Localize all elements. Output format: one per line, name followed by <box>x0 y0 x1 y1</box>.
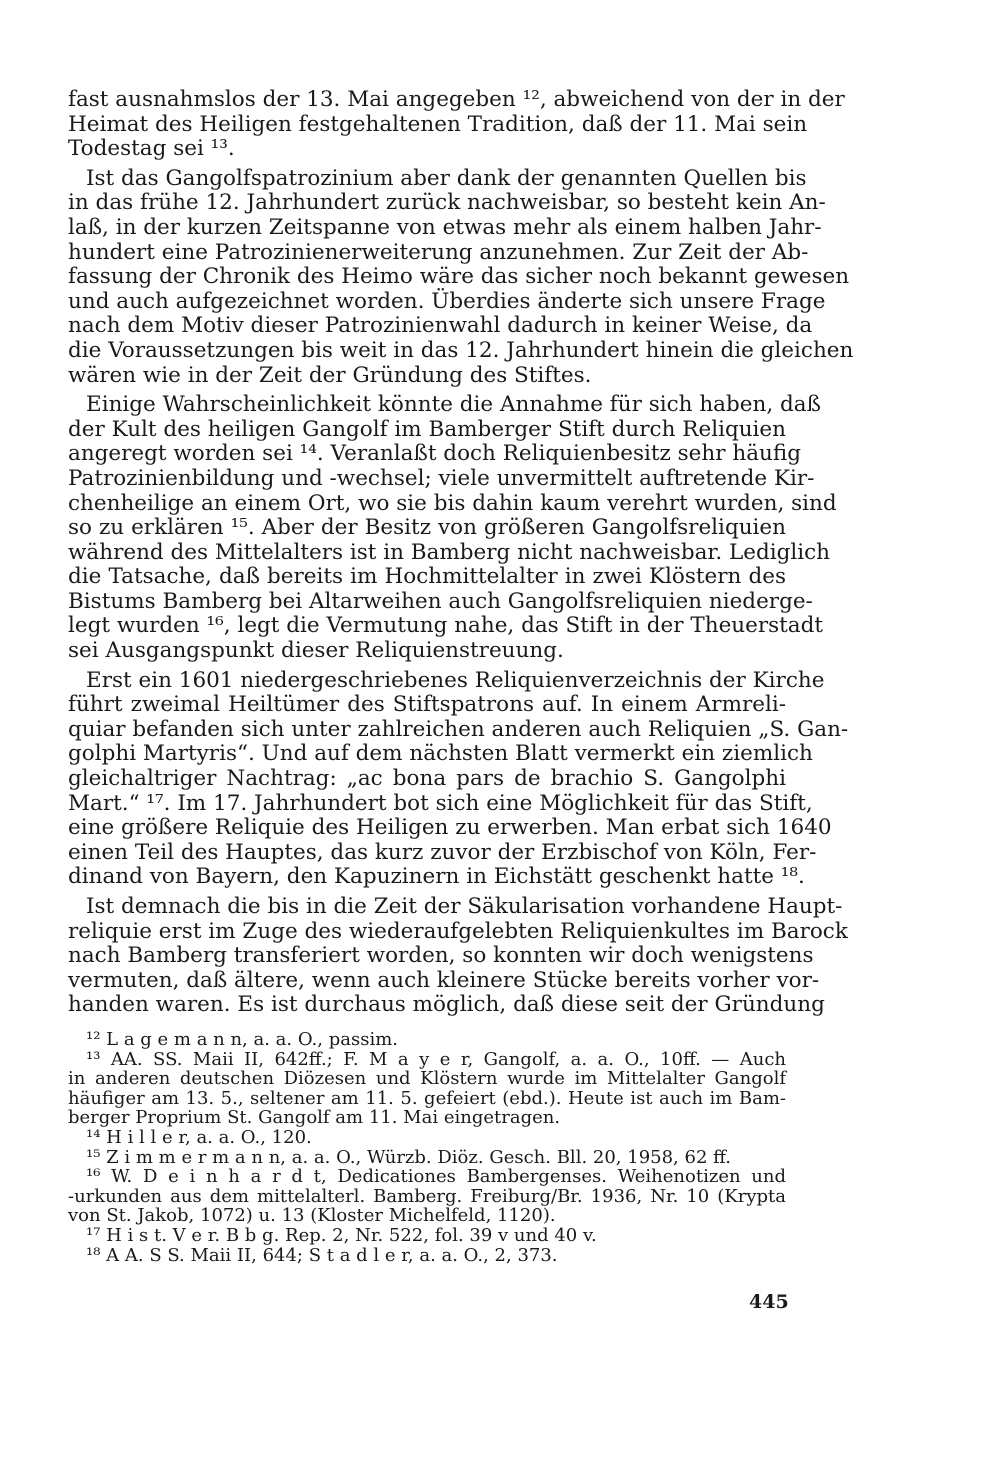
text-line: gleichaltriger Nachtrag: „ac bona pars de brachio S. Gangolphi <box>68 766 786 792</box>
text-line: handen waren. Es ist durchaus möglich, daß diese seit der Gründung <box>68 992 825 1018</box>
page-number: 445 <box>749 1291 789 1313</box>
text-line: nach Bamberg transferiert worden, so konnten wir doch wenigstens <box>68 943 814 969</box>
text-line: chenheilige an einem Ort, wo sie bis dahin kaum verehrt wurden, sind <box>68 490 837 516</box>
footnote-line: häufiger am 13. 5., seltener am 11. 5. gefeiert (ebd.). Heute ist auch im Bam- <box>68 1087 786 1109</box>
text-line: fast ausnahmslos der 13. Mai angegeben ¹², abweichend von der in der <box>68 87 845 112</box>
text-line: führt zweimal Heiltümer des Stiftspatrons auf. In einem Armreli- <box>68 692 786 718</box>
text-line: Heimat des Heiligen festgehaltenen Tradition, daß der 11. Mai sein <box>68 111 808 137</box>
footnote-line: -urkunden aus dem mittelalterl. Bamberg. Freiburg/Br. 1936, Nr. 10 (Krypta <box>68 1185 786 1207</box>
text-line: dinand von Bayern, den Kapuzinern in Eichstätt geschenkt hatte ¹⁸. <box>68 864 805 890</box>
text-line: die Voraussetzungen bis weit in das 12. Jahrhundert hinein die gleichen <box>68 337 854 363</box>
text-line: reliquie erst im Zuge des wiederaufgelebten Reliquienkultes im Barock <box>68 918 848 944</box>
text-line: Erst ein 1601 niedergeschriebenes Reliquienverzeichnis der Kirche <box>86 667 825 693</box>
text-line: hundert eine Patrozinienerweiterung anzunehmen. Zur Zeit der Ab- <box>68 239 809 265</box>
text-line: Ist das Gangolfspatrozinium aber dank der genannten Quellen bis <box>86 165 807 191</box>
text-line: quiar befanden sich unter zahlreichen anderen auch Reliquien „S. Gan- <box>68 716 849 742</box>
text-line: wären wie in der Zeit der Gründung des Stiftes. <box>68 362 592 388</box>
text-line: Bistums Bamberg bei Altarweihen auch Gangolfsreliquien niederge- <box>68 588 813 614</box>
text-line: golphi Martyris“. Und auf dem nächsten Blatt vermerkt ein ziemlich <box>68 741 813 767</box>
text-line: laß, in der kurzen Zeitspanne von etwas mehr als einem halben Jahr- <box>68 214 822 240</box>
text-line: fassung der Chronik des Heimo wäre das sicher noch bekannt gewesen <box>68 264 850 290</box>
text-line: die Tatsache, daß bereits im Hochmittelalter in zwei Klöstern des <box>68 564 786 590</box>
text-line: Todestag sei ¹³. <box>68 136 235 162</box>
footnote-line: ¹⁵ Z i m m e r m a n n, a. a. O., Würzb. Diöz. Gesch. Bll. 20, 1958, 62 ff. <box>86 1146 731 1168</box>
text-line: legt wurden ¹⁶, legt die Vermutung nahe, das Stift in der Theuerstadt <box>68 613 824 639</box>
footnote-line: ¹⁷ H i s t. V e r. B b g. Rep. 2, Nr. 522, fol. 39 v und 40 v. <box>86 1224 597 1246</box>
text-line: einen Teil des Hauptes, das kurz zuvor der Erzbischof von Köln, Fer- <box>68 839 817 865</box>
footnote-line: ¹³ AA. SS. Maii II, 642ff.; F. M a y e r, Gangolf, a. a. O., 10ff. — Auch <box>86 1048 786 1070</box>
footnote-line: ¹² L a g e m a n n, a. a. O., passim. <box>86 1029 398 1050</box>
text-line: Patrozinienbildung und -wechsel; viele unvermittelt auftretende Kir- <box>68 465 815 491</box>
footnote-line: berger Proprium St. Gangolf am 11. Mai eingetragen. <box>68 1107 561 1129</box>
footnotes <box>68 1030 786 1265</box>
text-line: nach dem Motiv dieser Patrozinienwahl dadurch in keiner Weise, da <box>68 313 813 339</box>
text-line: so zu erklären ¹⁵. Aber der Besitz von größeren Gangolfsreliquien <box>68 515 786 541</box>
text-line: eine größere Reliquie des Heiligen zu erwerben. Man erbat sich 1640 <box>68 815 832 841</box>
text-line: Mart.“ ¹⁷. Im 17. Jahrhundert bot sich eine Möglichkeit für das Stift, <box>68 790 813 816</box>
text-line: Einige Wahrscheinlichkeit könnte die Annahme für sich haben, daß <box>86 392 821 418</box>
text-line: vermuten, daß ältere, wenn auch kleinere Stücke bereits vorher vor- <box>68 967 820 993</box>
footnote-line: von St. Jakob, 1072) u. 13 (Kloster Michelfeld, 1120). <box>68 1205 556 1227</box>
text-line: und auch aufgezeichnet worden. Überdies änderte sich unsere Frage <box>68 288 826 314</box>
text-line: angeregt worden sei ¹⁴. Veranlaßt doch Reliquienbesitz sehr häufig <box>68 441 801 467</box>
text-line: der Kult des heiligen Gangolf im Bamberger Stift durch Reliquien <box>68 416 786 442</box>
text-line: während des Mittelalters ist in Bamberg nicht nachweisbar. Lediglich <box>68 539 831 565</box>
text-line: sei Ausgangspunkt dieser Reliquienstreuung. <box>68 638 564 664</box>
body-text <box>68 87 854 1018</box>
footnote-line: in anderen deutschen Diözesen und Klöstern wurde im Mittelalter Gangolf <box>68 1068 786 1090</box>
text-line: Ist demnach die bis in die Zeit der Säkularisation vorhandene Haupt- <box>86 894 843 919</box>
footnote-line: ¹⁴ H i l l e r, a. a. O., 120. <box>86 1126 312 1148</box>
footnote-line: ¹⁸ A A. S S. Maii II, 644; S t a d l e r, a. a. O., 2, 373. <box>86 1244 558 1266</box>
text-line: in das frühe 12. Jahrhundert zurück nachweisbar, so besteht kein An- <box>68 190 826 216</box>
footnote-line: ¹⁶ W. D e i n h a r d t, Dedicationes Bambergenses. Weihenotizen und <box>86 1166 786 1188</box>
